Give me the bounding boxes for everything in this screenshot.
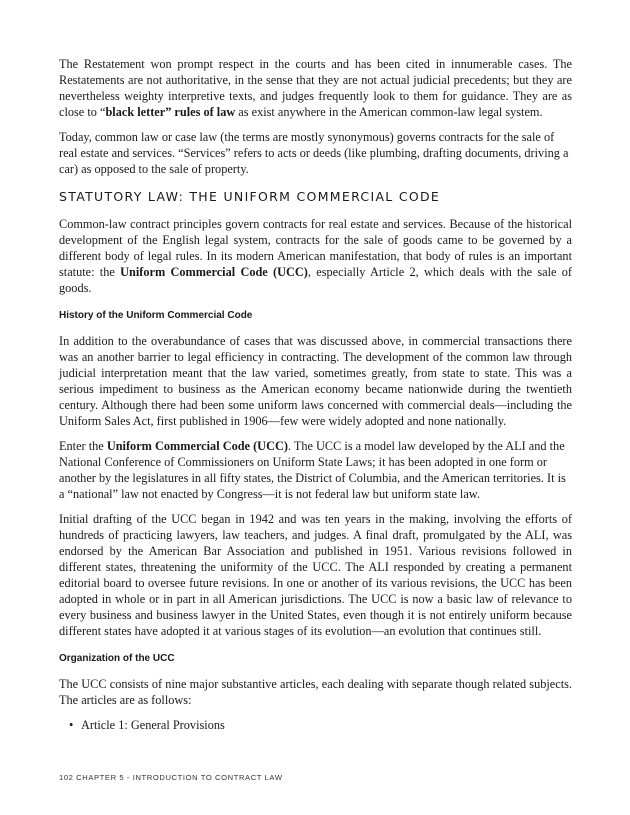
paragraph-organization: The UCC consists of nine major substantive articles, each dealing with separate though related subjects. The articles are as follows: — [59, 677, 572, 707]
paragraph-common-law: Today, common law or case law (the terms are mostly synonymous) governs contracts for the sale of real estate and services. “Services” refers to acts or deeds (like plumbing, drafting documents, driving a car) as opposed to the sale of property. — [59, 130, 569, 176]
articles-list — [59, 717, 572, 733]
list-item-text: Article 1: General Provisions — [81, 718, 225, 732]
bold-term: black letter” rules of law — [105, 105, 236, 119]
paragraph-text: Common-law contract principles govern contracts for real estate and services. Because of the historical development of the English legal system, contracts for the sale of goods came to be governed by a different body of legal rules. In its modern American manifestation, that body of rules is an important statute: the — [59, 217, 572, 279]
bullet-icon: • — [69, 718, 74, 732]
paragraph-history: In addition to the overabundance of cases that was discussed above, in commercial transactions there was an another barrier to legal efficiency in contracting. The development of the common law through judicial interpretation meant that the law varied, sometimes greatly, from state to state. This was a serious impediment to business as the American economy became nationwide during the twentieth century. Although there had been some uniform laws concerned with commercial deals—including the Uniform Sales Act, first published in 1906—few were widely adopted and none nationally. — [59, 334, 572, 428]
paragraph-text: , especially Article 2, which deals with the sale of goods. — [59, 265, 573, 295]
section-heading: STATUTORY LAW: THE UNIFORM COMMERCIAL CODE — [59, 189, 441, 204]
paragraph-common-law-principles — [59, 216, 572, 296]
subheading-organization: Organization of the UCC — [59, 653, 175, 664]
subheading-history: History of the Uniform Commercial Code — [59, 310, 253, 321]
bold-term: Uniform Commercial Code (UCC) — [106, 439, 288, 453]
page-content — [59, 56, 572, 733]
paragraph-enter-ucc — [59, 438, 572, 502]
paragraph-text: Enter the — [59, 439, 107, 453]
paragraph-drafting: Initial drafting of the UCC began in 1942 and was ten years in the making, involving the efforts of hundreds of practicing lawyers, law teachers, and judges. A final draft, promulgated by the ALI, was endorsed by the American Bar Association and published in 1951. Various revisions followed in different states, threatening the uniformity of the UCC. The ALI responded by creating a permanent editorial board to oversee future revisions. In one or another of its various revisions, the UCC has been adopted in whole or in part in all American jurisdictions. The UCC is now a basic law of relevance to every business and business lawyer in the United States, even though it is not entirely uniform because different states have adopted it at various stages of its evolution—an evolution that continues still. — [59, 512, 572, 638]
bold-term: Uniform Commercial Code (UCC) — [120, 265, 308, 279]
paragraph-restatement — [59, 56, 572, 120]
list-item — [69, 717, 572, 733]
paragraph-text: . The UCC is a model law developed by the ALI and the National Conference of Commissioners on Uniform State Laws; it has been adopted in one form or another by the legislatures in all fifty states, the District of Columbia, and the American territories. It is a “national” law not enacted by Congress—it is not federal law but uniform state law. — [59, 439, 566, 501]
paragraph-text: as exist anywhere in the American common-law legal system. — [235, 105, 543, 119]
paragraph-text: The Restatement won prompt respect in the courts and has been cited in innumerable cases. The Restatements are not authoritative, in the sense that they are not actual judicial precedents; but they are nevertheless weighty interpretive texts, and judges frequently look to them for guidance. They are as close to “ — [59, 57, 572, 119]
page-footer: 102 CHAPTER 5 - INTRODUCTION TO CONTRACT LAW — [59, 773, 283, 782]
